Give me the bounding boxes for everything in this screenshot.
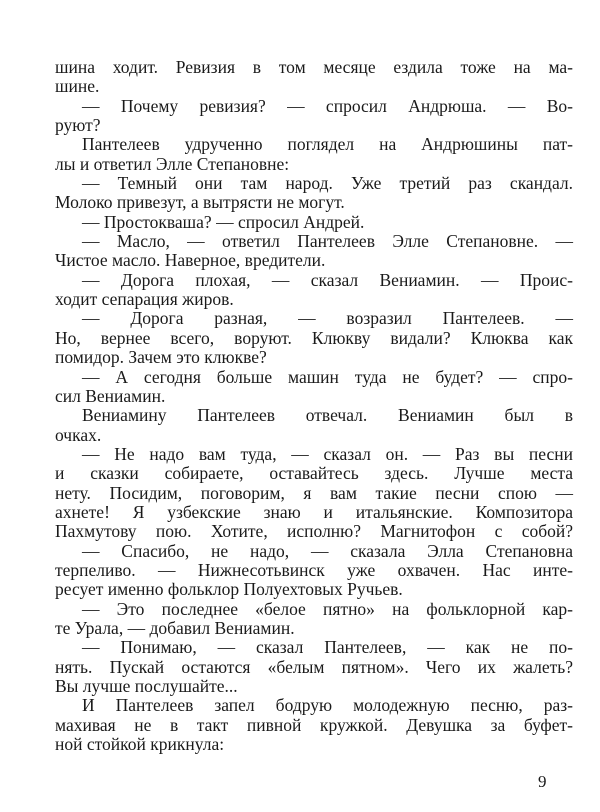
text-line: ахнете! Я узбекские знаю и итальянские. Композитора	[55, 501, 573, 522]
text-line: — Простокваша? — спросил Андрей.	[82, 211, 365, 232]
text-line: сил Вениамин.	[55, 385, 166, 406]
text-line: — Масло, — ответил Пантелеев Элле Степановне. —	[82, 231, 573, 252]
text-line: — А сегодня больше машин туда не будет? — спро-	[82, 366, 573, 387]
text-line: И Пантелеев запел бодрую молодежную песню, раз-	[82, 695, 573, 716]
text-line: — Это последнее «белое пятно» на фольклорной кар-	[82, 598, 573, 619]
page-number: 9	[538, 772, 547, 791]
text-line: Вениамину Пантелеев отвечал. Вениамин был в	[82, 405, 573, 426]
text-line: махивая не в такт пивной кружкой. Девушка за буфет-	[55, 714, 573, 735]
page-body-text	[55, 58, 573, 754]
text-line: — Дорога плохая, — сказал Вениамин. — Проис-	[82, 269, 573, 290]
text-line: Вы лучше послушайте...	[55, 676, 238, 696]
text-line: — Понимаю, — сказал Пантелеев, — как не по-	[82, 637, 573, 658]
text-line: ной стойкой крикнула:	[55, 734, 225, 755]
text-line: Пахмутову пою. Хотите, исполню? Магнитофон с собой?	[55, 521, 573, 542]
text-line: — Темный они там народ. Уже третий раз скандал.	[82, 173, 573, 194]
text-line: ресует именно фольклор Полуехтовых Ручьев.	[55, 579, 403, 600]
text-line: Пантелеев удрученно поглядел на Андрюшины пат-	[82, 134, 573, 155]
text-line: и сказки собираете, оставайтесь здесь. Лучше места	[55, 463, 573, 484]
text-line: руют?	[55, 115, 101, 136]
text-line: ходит сепарация жиров.	[55, 289, 234, 310]
text-line: — Спасибо, не надо, — сказала Элла Степановна	[82, 540, 573, 561]
text-line: — Дорога разная, — возразил Пантелеев. —	[82, 308, 573, 329]
text-line: очках.	[55, 424, 102, 445]
text-line: Молоко привезут, а вытрясти не могут.	[55, 192, 345, 213]
text-line: Чистое масло. Наверное, вредители.	[55, 250, 326, 271]
text-line: терпеливо. — Нижнесотьвинск уже охвачен. Нас инте-	[55, 559, 573, 580]
text-line: Но, вернее всего, воруют. Клюкву видали? Клюква как	[55, 327, 573, 348]
text-line: нету. Посидим, поговорим, я вам такие песни спою —	[55, 482, 573, 503]
text-line: — Не надо вам туда, — сказал он. — Раз вы песни	[82, 443, 573, 464]
text-line: лы и ответил Элле Степановне:	[55, 153, 290, 174]
text-line: те Урала, — добавил Вениамин.	[55, 617, 295, 638]
text-line: шине.	[55, 76, 100, 97]
text-line: помидор. Зачем это клюкве?	[55, 347, 267, 368]
text-line: — Почему ревизия? — спросил Андрюша. — Во-	[82, 95, 573, 116]
text-line: нять. Пускай остаются «белым пятном». Чего их жалеть?	[55, 656, 573, 677]
text-line: шина ходит. Ревизия в том месяце ездила тоже на ма-	[55, 57, 573, 77]
